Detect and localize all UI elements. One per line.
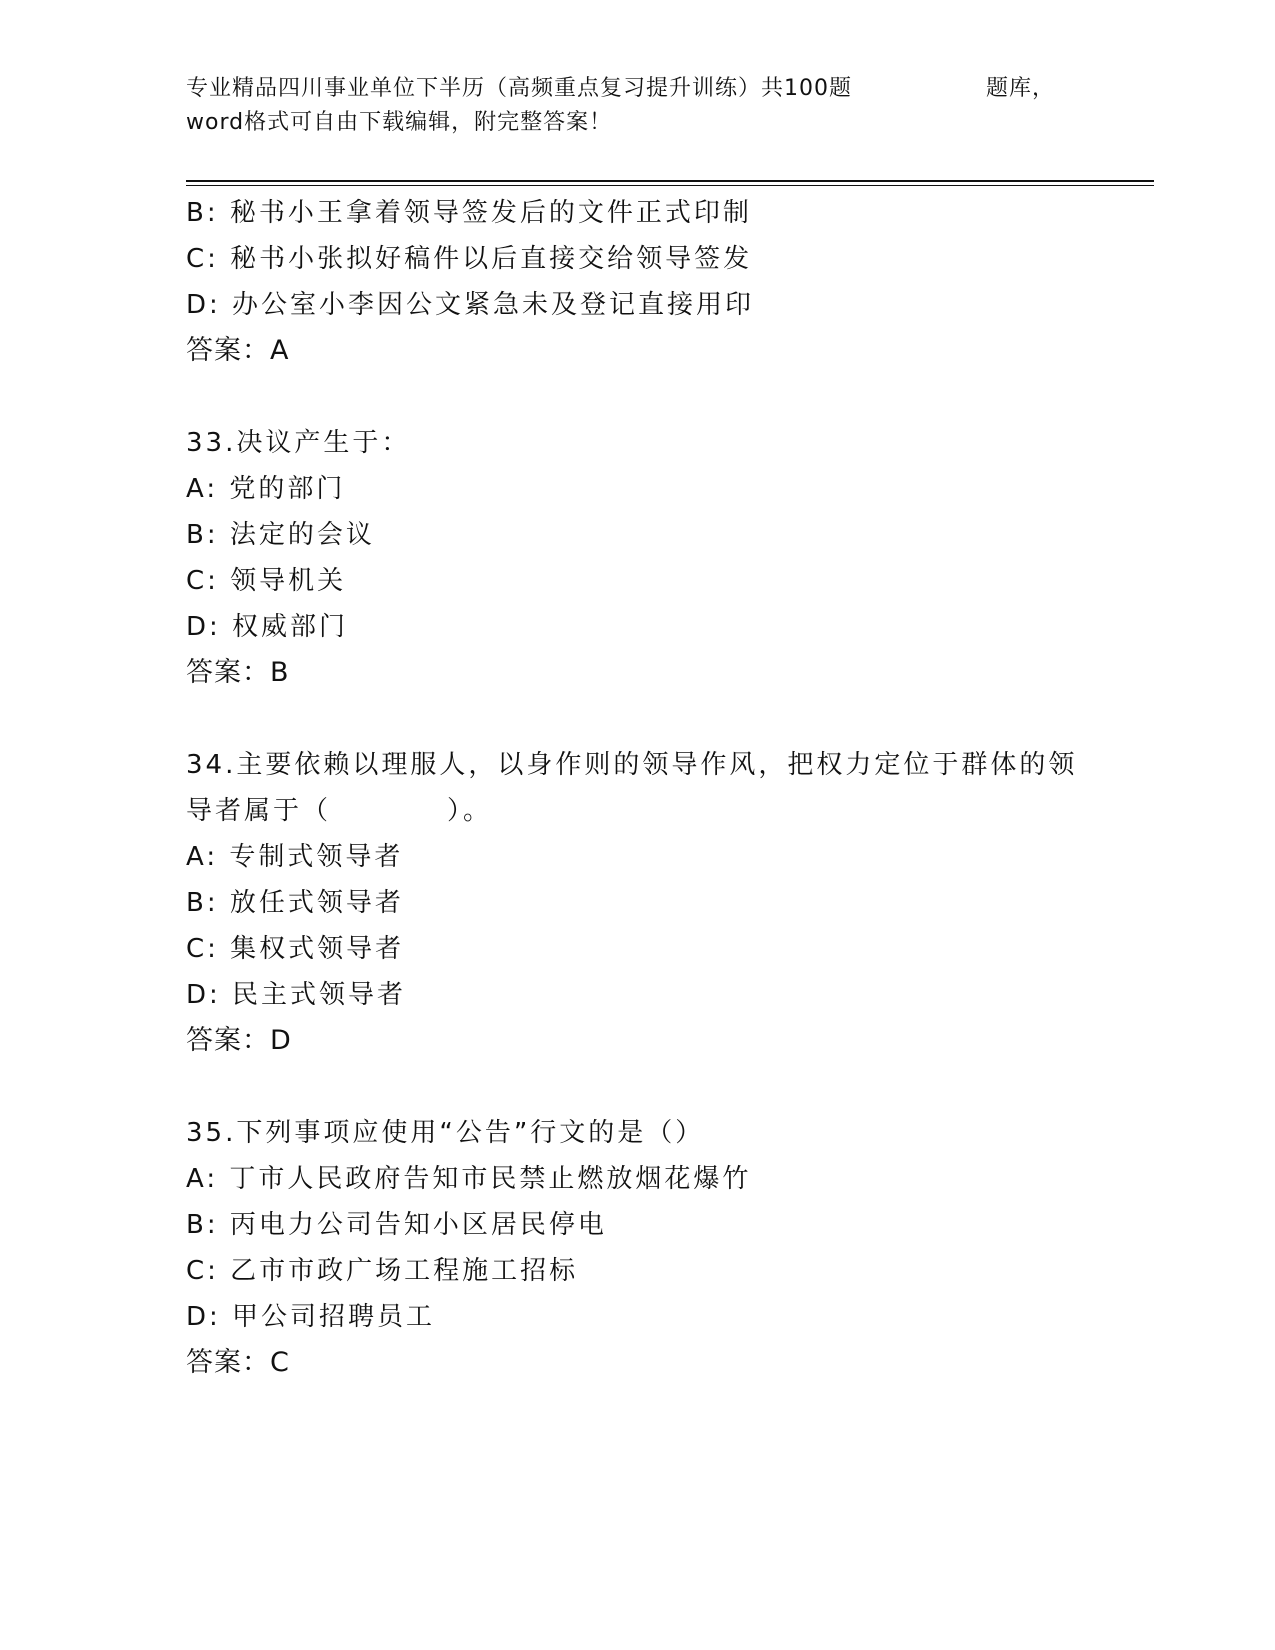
option-a: A: 专制式领导者: [186, 842, 404, 872]
answer: 答案：C: [186, 1347, 290, 1378]
option-a: A: 党的部门: [186, 474, 346, 504]
question-continued: [186, 190, 1086, 374]
option-c: C: 乙市市政广场工程施工招标: [186, 1256, 579, 1286]
header-line-2: word格式可自由下载编辑，附完整答案！: [186, 110, 613, 135]
header-divider: [186, 180, 1154, 182]
question-stem-cont: 导者属于（ ）。: [186, 796, 493, 826]
answer: 答案：A: [186, 335, 290, 366]
header-line-1: [186, 72, 1056, 106]
option-a: A: 丁市人民政府告知市民禁止燃放烟花爆竹: [186, 1164, 752, 1194]
header-title: 专业精品四川事业单位下半历（高频重点复习提升训练）共100题: [186, 76, 852, 101]
option-c: C: 集权式领导者: [186, 934, 405, 964]
question-stem: 35.下列事项应使用“公告”行文的是（）: [186, 1118, 705, 1148]
option-b: B: 法定的会议: [186, 520, 375, 550]
option-c: C: 领导机关: [186, 566, 347, 596]
question-33: [186, 420, 1086, 696]
option-b: B: 放任式领导者: [186, 888, 404, 918]
question-stem: 34.主要依赖以理服人，以身作则的领导作风，把权力定位于群体的领: [186, 750, 1078, 780]
option-c: C: 秘书小张拟好稿件以后直接交给领导签发: [186, 244, 753, 274]
question-list: [186, 190, 1086, 1432]
header-divider-thin: [186, 185, 1154, 186]
question-34: [186, 742, 1086, 1064]
option-d: D: 民主式领导者: [186, 980, 407, 1010]
option-b: B: 秘书小王拿着领导签发后的文件正式印制: [186, 198, 752, 228]
option-d: D: 权威部门: [186, 612, 349, 642]
answer: 答案：D: [186, 1025, 292, 1056]
option-d: D: 甲公司招聘员工: [186, 1302, 436, 1332]
question-stem: 33.决议产生于：: [186, 428, 411, 458]
option-d: D: 办公室小李因公文紧急未及登记直接用印: [186, 290, 755, 320]
answer: 答案：B: [186, 657, 290, 688]
option-b: B: 丙电力公司告知小区居民停电: [186, 1210, 607, 1240]
page-header: [186, 72, 1056, 140]
header-title-suffix: 题库，: [986, 76, 1056, 101]
question-35: [186, 1110, 1086, 1386]
